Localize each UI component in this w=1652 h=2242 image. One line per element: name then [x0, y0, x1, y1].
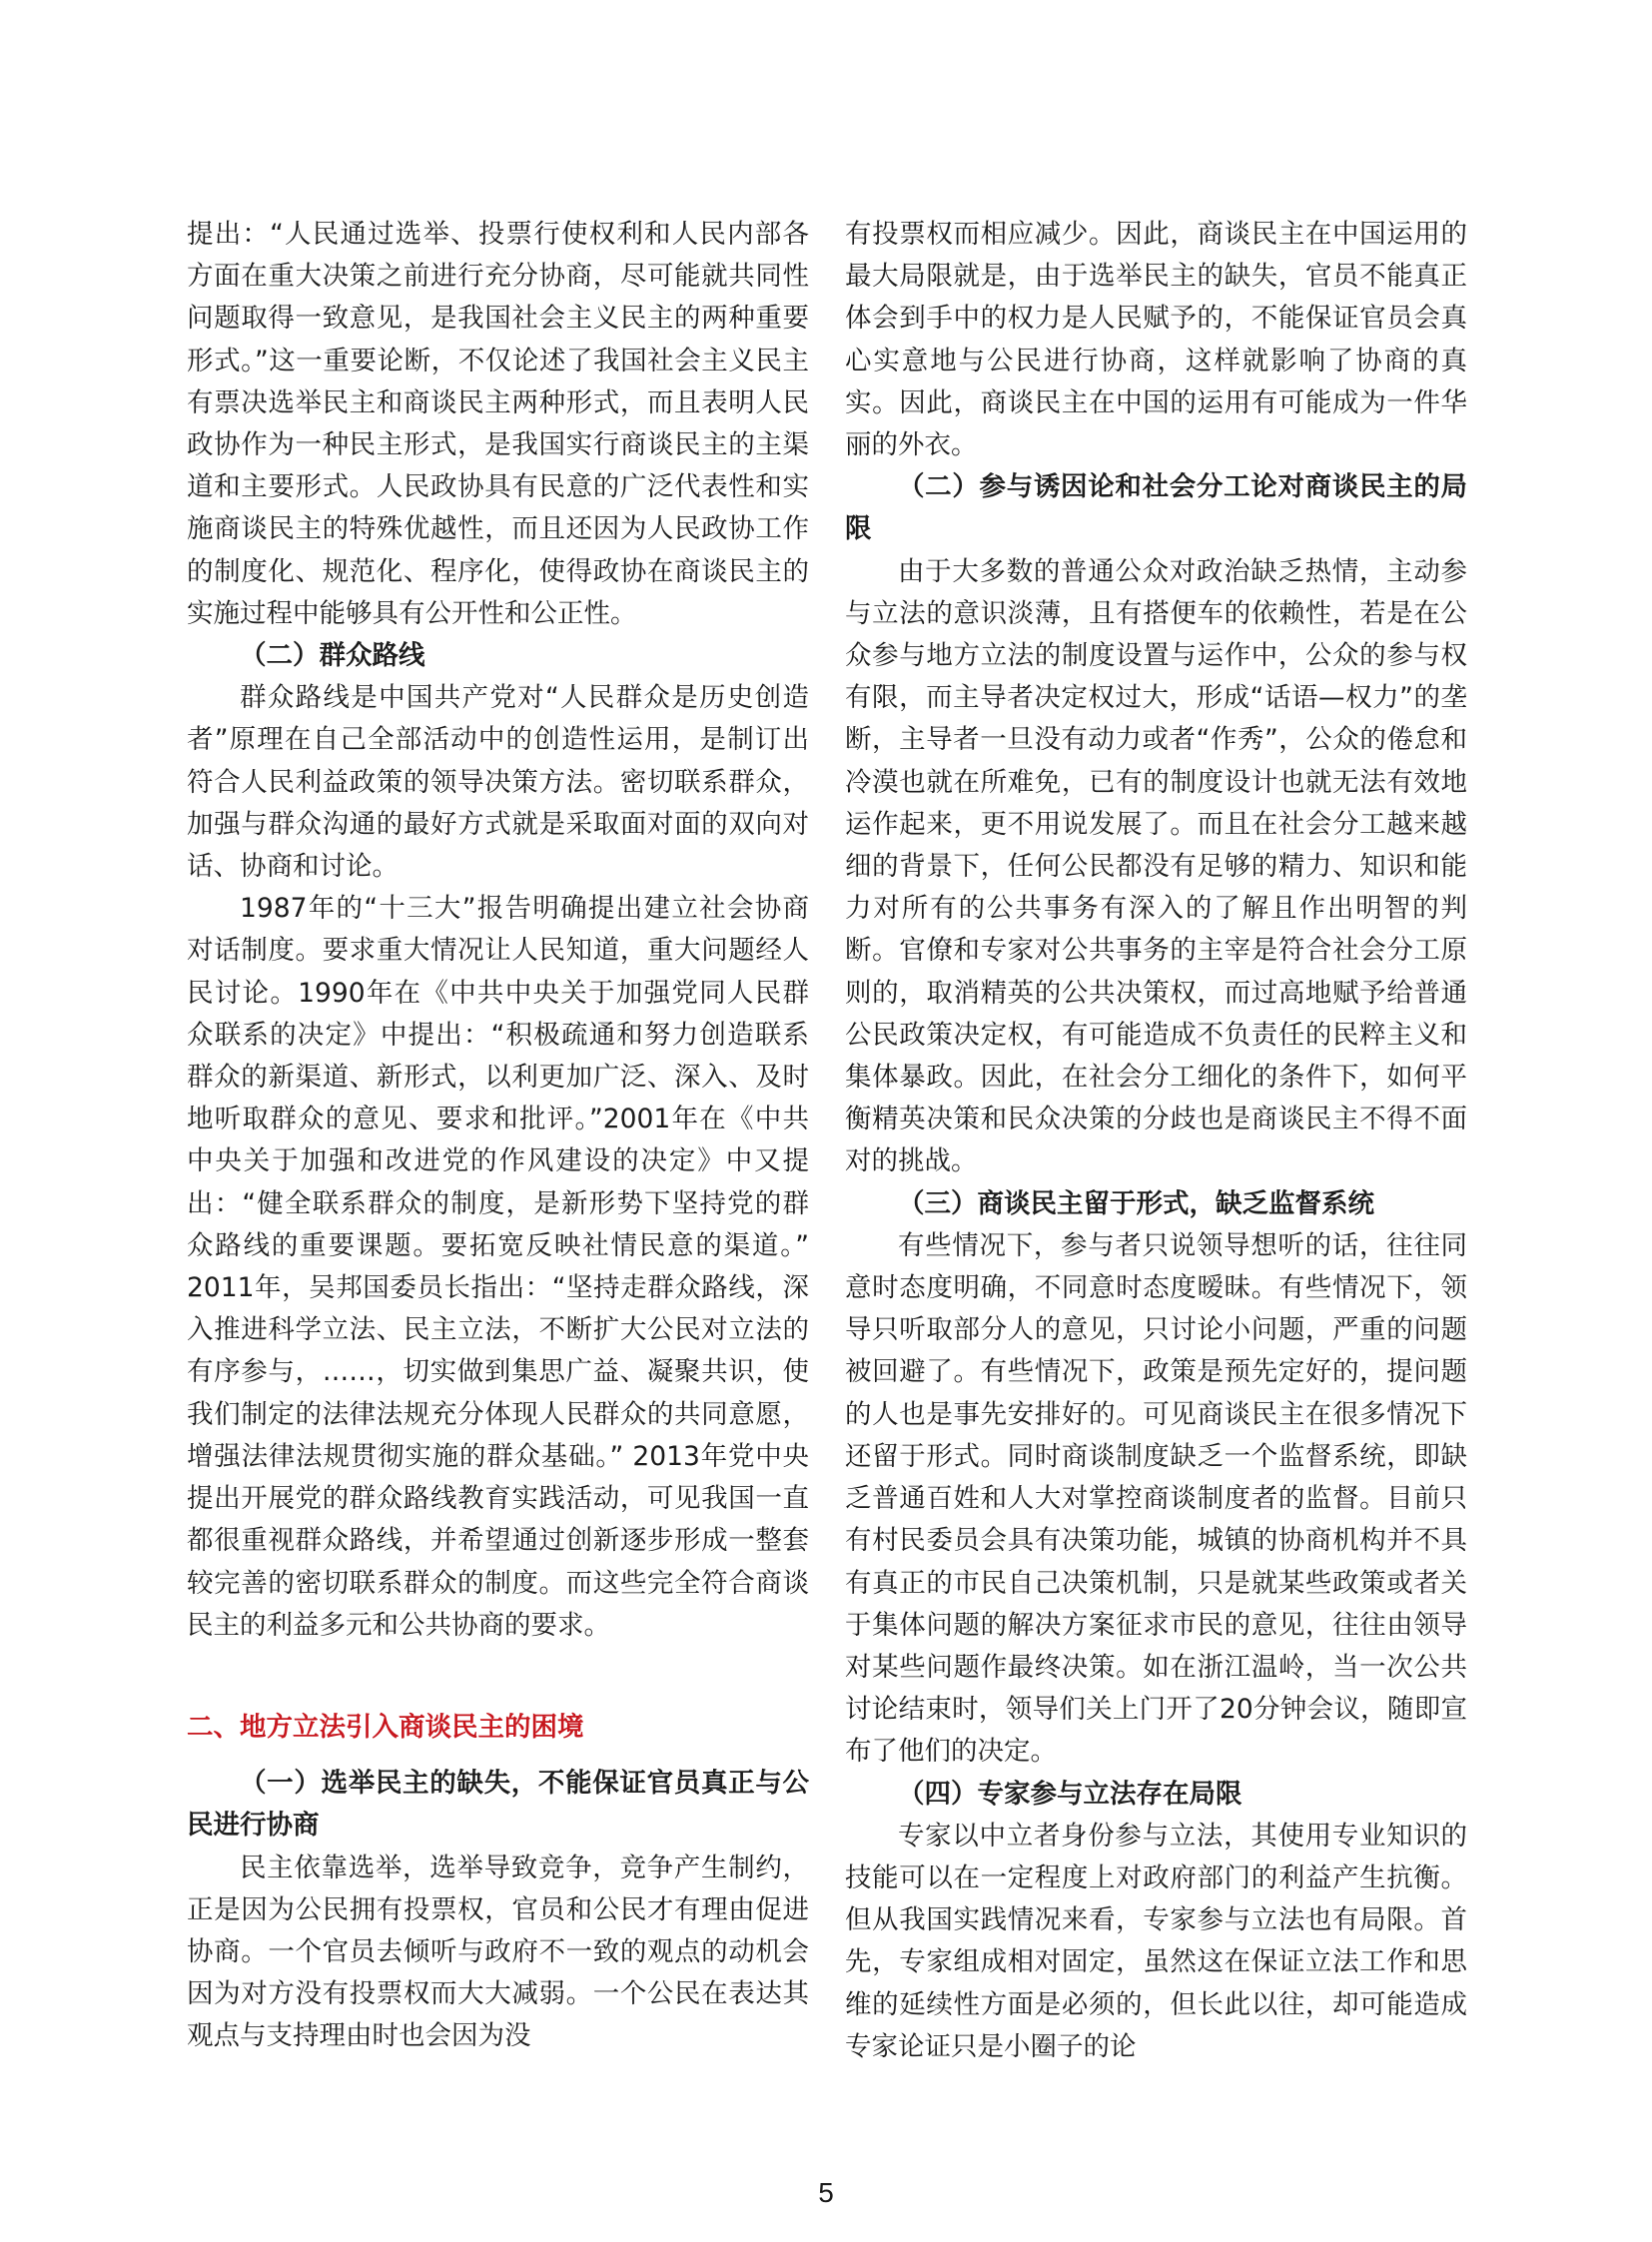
subheading-formality: （三）商谈民主留于形式，缺乏监督系统: [898, 1187, 1374, 1219]
paragraph-history: 1987年的“十三大”报告明确提出建立社会协商对话制度。要求重大情况让人民知道，重大问题经人民讨论。1990年在《中共中央关于加强党同人民群众联系的决定》中提出：“积极疏通和努力创造联系群众的新渠道、新形式，以利更加广泛、深入、及时地听取群众的意见、要求和批评。”2001年在《中共中央关于加强和改进党的作风建设的决定》中又提出：“健全联系群众的制度，是新形势下坚持党的群众路线的重要课题。要拓宽反映社情民意的渠道。” 2011年，吴邦国委员长指出：“坚持走群众路线，深入推进科学立法、民主立法，不断扩大公民对立法的有序参与，……，切实做到集思广益、凝聚共识，使我们制定的法律法规充分体现人民群众的共同意愿，增强法律法规贯彻实施的群众基础。” 2013年党中央提出开展党的群众路线教育实践活动，可见我国一直都很重视群众路线，并希望通过创新逐步形成一整套较完善的密切联系群众的制度。而这些完全符合商谈民主的利益多元和公共协商的要求。: [187, 893, 809, 1641]
paragraph-experts: 专家以中立者身份参与立法，其使用专业知识的技能可以在一定程度上对政府部门的利益产生抗衡。但从我国实践情况来看，专家参与立法也有局限。首先，专家组成相对固定，虽然这在保证立法工作和思维的延续性方面是必须的，但长此以往，却可能造成专家论证只是小圈子的论: [845, 1820, 1467, 2062]
paragraph-mass-line: 群众路线是中国共产党对“人民群众是历史创造者”原理在自己全部活动中的创造性运用，是制订出符合人民利益政策的领导决策方法。密切联系群众，加强与群众沟通的最好方式就是采取面对面的双向对话、协商和讨论。: [187, 682, 809, 883]
paragraph-election: 民主依靠选举，选举导致竞争，竞争产生制约，正是因为公民拥有投票权，官员和公民才有理由促进协商。一个官员去倾听与政府不一致的观点的动机会因为对方没有投票权而大大减弱。一个公民在表达其观点与支持理由时也会因为没: [187, 1852, 809, 2052]
subheading-election-democracy: （一）选举民主的缺失，不能保证官员真正与公民进行协商: [187, 1768, 809, 1842]
paragraph-intro-continued: 提出：“人民通过选举、投票行使权利和人民内部各方面在重大决策之前进行充分协商，尽可能就共同性问题取得一致意见，是我国社会主义民主的两种重要形式。”这一重要论断，不仅论述了我国社会主义民主有票决选举民主和商谈民主两种形式，而且表明人民政协作为一种民主形式，是我国实行商谈民主的主渠道和主要形式。人民政协具有民意的广泛代表性和实施商谈民主的特殊优越性，而且还因为人民政协工作的制度化、规范化、程序化，使得政协在商谈民主的实施过程中能够具有公开性和公正性。: [187, 219, 809, 629]
left-column: [187, 214, 809, 2058]
section-heading: 二、地方立法引入商谈民主的困境: [187, 1711, 584, 1743]
subheading-mass-line: （二）群众路线: [240, 640, 425, 672]
page-number: 5: [818, 2177, 834, 2208]
paragraph-participation: 由于大多数的普通公众对政治缺乏热情，主动参与立法的意识淡薄，且有搭便车的依赖性，若是在公众参与地方立法的制度设置与运作中，公众的参与权有限，而主导者决定权过大，形成“话语—权力”的垄断，主导者一旦没有动力或者“作秀”，公众的倦怠和冷漠也就在所难免，已有的制度设计也就无法有效地运作起来，更不用说发展了。而且在社会分工越来越细的背景下，任何公民都没有足够的精力、知识和能力对所有的公共事务有深入的了解且作出明智的判断。官僚和专家对公共事务的主宰是符合社会分工原则的，取消精英的公共决策权，而过高地赋予给普通公民政策决定权，有可能造成不负责任的民粹主义和集体暴政。因此，在社会分工细化的条件下，如何平衡精英决策和民众决策的分歧也是商谈民主不得不面对的挑战。: [845, 555, 1467, 1177]
right-column: [845, 214, 1467, 2068]
subheading-experts: （四）专家参与立法存在局限: [898, 1778, 1242, 1810]
paragraph-formality: 有些情况下，参与者只说领导想听的话，往往同意时态度明确，不同意时态度暧昧。有些情况下，领导只听取部分人的意见，只讨论小问题，严重的问题被回避了。有些情况下，政策是预先定好的，提问题的人也是事先安排好的。可见商谈民主在很多情况下还留于形式。同时商谈制度缺乏一个监督系统，即缺乏普通百姓和人大对掌控商谈制度者的监督。目前只有村民委员会具有决策功能，城镇的协商机构并不具有真正的市民自己决策机制，只是就某些政策或者关于集体问题的解决方案征求市民的意见，往往由领导对某些问题作最终决策。如在浙江温岭，当一次公共讨论结束时，领导们关上门开了20分钟会议，随即宣布了他们的决定。: [845, 1229, 1467, 1768]
paragraph-election-continued: 有投票权而相应减少。因此，商谈民主在中国运用的最大局限就是，由于选举民主的缺失，官员不能真正体会到手中的权力是人民赋予的，不能保证官员会真心实意地与公民进行协商，这样就影响了协商的真实。因此，商谈民主在中国的运用有可能成为一件华丽的外衣。: [845, 219, 1467, 461]
subheading-participation: （二）参与诱因论和社会分工论对商谈民主的局限: [845, 471, 1467, 545]
